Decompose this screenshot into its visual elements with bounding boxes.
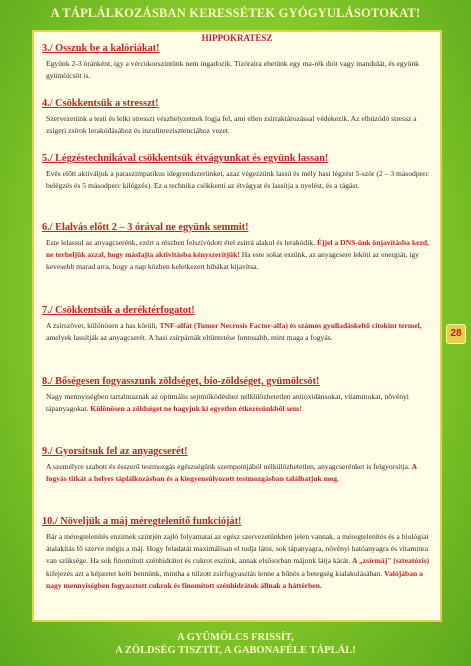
- section-heading: 6./ Elalvás előtt 2 – 3 órával ne együnk semmit!: [42, 222, 249, 233]
- section-7: [42, 305, 434, 344]
- footer-line: A ZÖLDSÉG TISZTÍT, A GABONAFÉLE TÁPLÁL!: [115, 645, 356, 656]
- highlighted-text: A fogyás titkát a helyes táplálkozásban és a kiegyensúlyozott testmozgásban találhatjuk meg.: [46, 462, 417, 484]
- section-10: [42, 516, 434, 592]
- footer-slogan: [0, 631, 471, 657]
- body-text: rék diót vagy mandulát, és együnk gyümölcsöt is.: [46, 59, 419, 81]
- section-body: [42, 113, 434, 137]
- body-text: A zsírszövet, különösen a has körüli,: [46, 321, 160, 330]
- section-3: [42, 43, 434, 82]
- section-body: [42, 237, 434, 274]
- section-body: [42, 58, 434, 82]
- body-text: Este lelassul az anyagcserénk, ezért a részben felszívódott étel zsírrá alakul és lerakódik.: [46, 238, 317, 247]
- body-text: A személyre szabott és ésszerű testmozgás egészségünk szempontjából nélkülözhetetlen, anyagcserénket is felgyorsítja.: [46, 462, 412, 471]
- section-heading: 9./ Gyorsítsuk fel az anyagcserét!: [42, 446, 188, 457]
- section-body: [42, 168, 434, 192]
- body-text: amelyek lassítják az anyagcserét. A hasi zsírpárnák eltüntetése fontosabb, mint maga a fogyás.: [46, 333, 333, 343]
- body-text: Bár a méregtelenítés enzimek szintjén zajló folyamatai az egész szervezetünkben jelen vannak, a méregtelenítés és a biológiai átalakítás fő szerve mégis a máj. Hogy feladatát maximálisan el tudja látni, sok tápanyagra, növényi hatóanyagra és vitaminra van szüksége. Ha sok finomított szénhidrátot és cukrot eszünk, annak elsősorban májunk látja kárát.: [46, 532, 429, 566]
- section-heading: 8./ Bőségesen fogyasszunk zöldséget, bio-zöldséget, gyümölcsöt!: [42, 376, 320, 387]
- quote-attribution: HIPPOKRATESZ: [201, 33, 273, 43]
- section-heading: 7./ Csökkentsük a deréktérfogatot!: [42, 305, 195, 316]
- body-text: Ha este sokat eszünk, az anyagcsere leköti az energiát, így kevesebb marad arra, hogy a nap közben keletkezett hibákat kijavítsa.: [46, 250, 419, 272]
- highlighted-text: Éjjel a DNS-ünk önjavításba kezd, ne terheljük azzal, hogy másfajta aktivitásba kényszerítjük!: [46, 238, 429, 260]
- section-4: [42, 98, 434, 137]
- body-text: Nagy mennyiségben tartalmaznak az optimális sejtműködéshez nélkülözhetetlen antioxidánsokat, vitaminokat, növényi tápanyagokat.: [46, 392, 409, 414]
- section-heading: 5./ Légzéstechnikával csökkentsük étvágyunkat és együnk lassan!: [42, 153, 329, 164]
- footer-line: A GYÜMÖLCS FRISSÍT,: [177, 632, 294, 643]
- highlighted-text: A „zsírmáj" (szteatózis): [352, 556, 430, 566]
- section-body: [42, 391, 434, 415]
- section-heading: 4./ Csökkentsük a stresszt!: [42, 98, 159, 109]
- highlighted-text: Valójában a nagy mennyiségben fogyasztott cukrok és finomított szénhidrátok állnak a háttérben.: [46, 568, 423, 590]
- highlighted-text: TNF-alfát (Tumor Necrosis Factor-alfa) és számos gyulladáskeltő citokint termel,: [159, 321, 422, 330]
- page-title: A TÁPLÁLKOZÁSBAN KERESSÉTEK GYÓGYULÁSOTOKAT!: [50, 6, 421, 20]
- body-text: Evés előtt aktiváljuk a paraszimpatikus idegrendszerünket, azaz végezzünk lassú és mély hasi légzést 5-ször (2 – 3 másodperc belégzés és 5 másodperc kilégzés). Ez a technika csökkenti az étvágyat és lassítja a nyelést, és a rágást.: [46, 169, 429, 191]
- body-text: Szervezetünk a testi és lelki stresszt vészhelyzetnek fogja fel, ami ellen zsírraktározással védekezik. Az elhúzódó stressz a zsigeri zsírok lerakódásához és inzulinrezisztenciához vezet.: [46, 114, 417, 136]
- content-panel: [32, 30, 442, 622]
- section-5: [42, 153, 434, 192]
- section-6: [42, 222, 434, 274]
- section-body: [42, 320, 434, 344]
- section-body: [42, 461, 434, 485]
- section-body: [42, 531, 434, 592]
- section-heading: 10./ Növeljük a máj méregtelenítő funkcióját!: [42, 516, 242, 527]
- page-number-badge: 28: [446, 324, 466, 344]
- highlighted-text: Különösen a zöldséget ne hagyjuk ki egyetlen étkezésünkből sem!: [90, 404, 302, 414]
- section-8: [42, 376, 434, 415]
- section-9: [42, 446, 434, 485]
- body-text: kifejezés azt a képzetet kelti bennünk, mintha a túlzott zsírfogyasztás lenne a bűnös a betegség kialakulásában.: [46, 568, 385, 578]
- section-heading: 3./ Osszuk be a kalóriákat!: [42, 43, 160, 54]
- body-text: Együnk 2-3 óránként, így a vércukorszintünk nem ingadozik. Tízóraira ehetünk egy ma-: [46, 59, 315, 68]
